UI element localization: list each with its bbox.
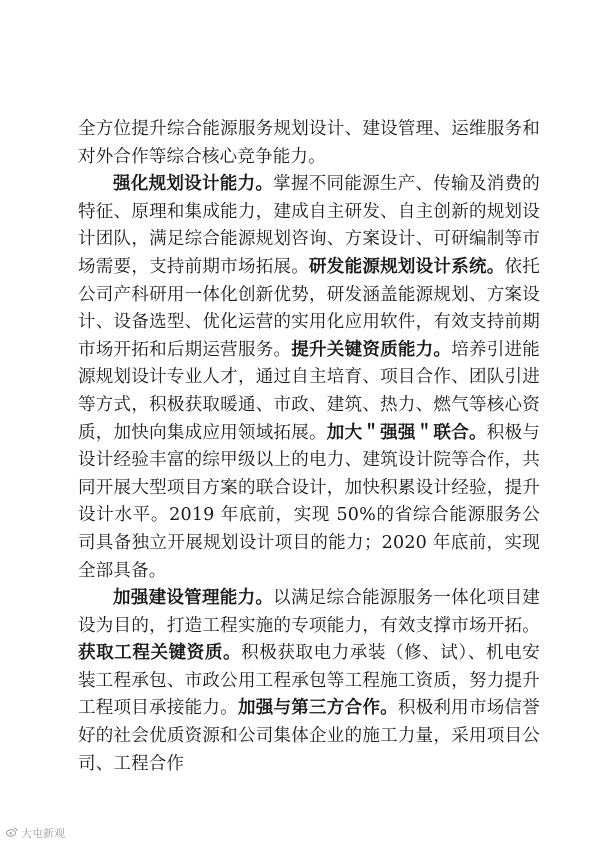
watermark-text: 大屯新观 [21,827,65,840]
bold-heading-run: 加强建设管理能力。 [113,588,274,609]
text-run: 积极获取电力承装（修、试）、机电安装工程承包、市政公用工程承包等工程施工资质，努力提升工程项目承接能力。 [78,643,540,719]
paragraph [78,116,540,171]
text-run: 培养引进能源规划设计专业人才，通过自主培育、项目合作、团队引进等方式，积极获取暖通、市政、建筑、热力、燃气等核心资质，加快向集成应用领域拓展。 [78,339,541,443]
weibo-icon [6,826,18,841]
bold-heading-run: 提升关键资质能力。 [291,339,452,360]
bold-heading-run: 加大＂强强＂联合。 [326,422,487,443]
document-body [78,116,540,778]
watermark [6,825,65,841]
paragraph [78,585,540,778]
bold-heading-run: 强化规划设计能力。 [113,174,274,195]
text-run: 全方位提升综合能源服务规划设计、建设管理、运维服务和对外合作等综合核心竞争能力。 [78,119,540,167]
text-run: 积极与设计经验丰富的综甲级以上的电力、建筑设计院等合作，共同开展大型项目方案的联合设计，加快积累设计经验，提升设计水平。2019 年底前，实现 50%的省综合能源服务公司具备独立开展规划设计项目的能力；2020 年底前，实现全部具备。 [78,422,540,581]
paragraph [78,171,540,585]
bold-heading-run: 获取工程关键资质。 [78,643,242,664]
text-run: 掌握不同能源生产、传输及消费的特征、原理和集成能力，建成自主研发、自主创新的规划设计团队，满足综合能源规划咨询、方案设计、可研编制等市场需要，支持前期市场拓展。 [78,174,540,277]
text-run: 依托公司产科研用一体化创新优势，研发涵盖能源规划、方案设计、设备选型、优化运营的实用化应用软件，有效支持前期市场开拓和后期运营服务。 [78,256,540,360]
bold-heading-run: 加强与第三方合作。 [237,698,398,719]
bold-heading-run: 研发能源规划设计系统。 [309,256,505,277]
text-run: 积极利用市场信誉好的社会优质资源和公司集体企业的施工力量，采用项目公司、工程合作 [78,698,540,774]
text-run: 以满足综合能源服务一体化项目建设为目的，打造工程实施的专项能力，有效支撑市场开拓。 [78,588,540,636]
